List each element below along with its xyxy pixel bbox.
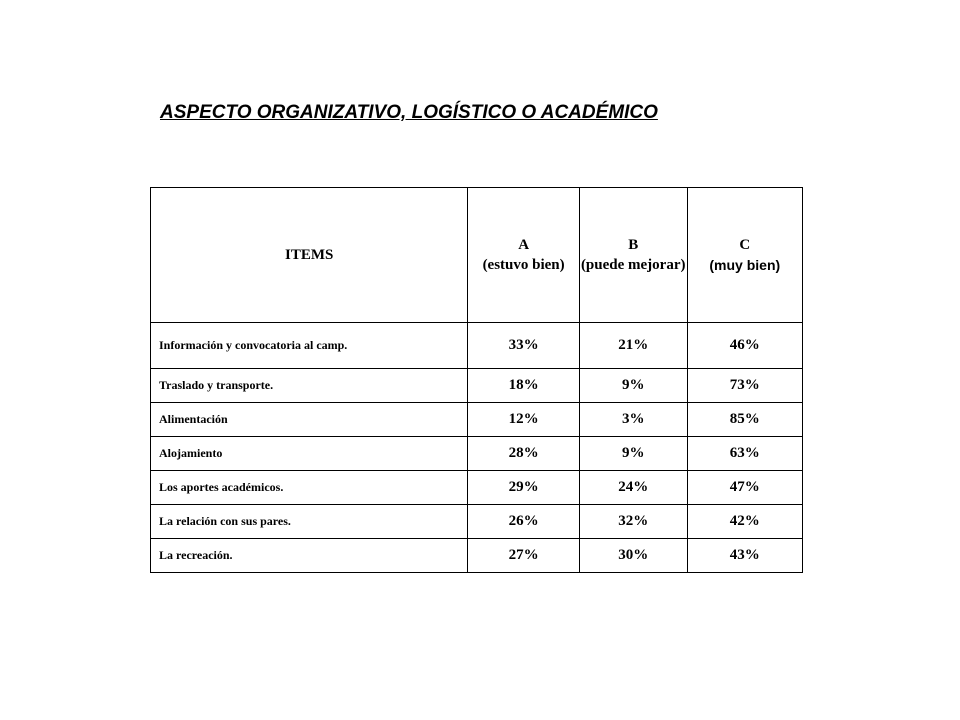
header-c-letter: C bbox=[739, 237, 751, 253]
row-value-c: 47% bbox=[687, 471, 802, 505]
row-value-c: 46% bbox=[687, 323, 802, 369]
row-value-b: 3% bbox=[579, 403, 687, 437]
header-c-desc: (muy bien) bbox=[709, 257, 781, 273]
header-a-desc: (estuvo bien) bbox=[482, 257, 565, 273]
table-row bbox=[151, 437, 803, 471]
table-row bbox=[151, 539, 803, 573]
row-item: Traslado y transporte. bbox=[151, 369, 468, 403]
page-title: ASPECTO ORGANIZATIVO, LOGÍSTICO O ACADÉMICO bbox=[160, 102, 658, 123]
table-row bbox=[151, 471, 803, 505]
table-header-row bbox=[151, 188, 803, 323]
row-value-a: 29% bbox=[468, 471, 580, 505]
header-items: ITEMS bbox=[151, 188, 468, 323]
table-row bbox=[151, 505, 803, 539]
header-b-desc: (puede mejorar) bbox=[580, 257, 686, 273]
table-row bbox=[151, 403, 803, 437]
header-b bbox=[579, 188, 687, 323]
row-item: Los aportes académicos. bbox=[151, 471, 468, 505]
row-value-c: 73% bbox=[687, 369, 802, 403]
header-a bbox=[468, 188, 580, 323]
row-value-a: 26% bbox=[468, 505, 580, 539]
row-value-c: 42% bbox=[687, 505, 802, 539]
row-value-b: 9% bbox=[579, 437, 687, 471]
row-item: Información y convocatoria al camp. bbox=[151, 323, 468, 369]
row-value-b: 24% bbox=[579, 471, 687, 505]
row-value-b: 32% bbox=[579, 505, 687, 539]
header-c bbox=[687, 188, 802, 323]
row-item: La recreación. bbox=[151, 539, 468, 573]
row-value-a: 12% bbox=[468, 403, 580, 437]
row-value-c: 63% bbox=[687, 437, 802, 471]
row-item: La relación con sus pares. bbox=[151, 505, 468, 539]
header-a-letter: A bbox=[518, 237, 530, 253]
header-b-letter: B bbox=[628, 237, 639, 253]
row-value-c: 85% bbox=[687, 403, 802, 437]
row-value-a: 33% bbox=[468, 323, 580, 369]
table-row bbox=[151, 369, 803, 403]
row-item: Alojamiento bbox=[151, 437, 468, 471]
row-item: Alimentación bbox=[151, 403, 468, 437]
row-value-b: 30% bbox=[579, 539, 687, 573]
row-value-c: 43% bbox=[687, 539, 802, 573]
row-value-a: 18% bbox=[468, 369, 580, 403]
survey-table bbox=[150, 187, 803, 573]
row-value-a: 28% bbox=[468, 437, 580, 471]
row-value-a: 27% bbox=[468, 539, 580, 573]
row-value-b: 21% bbox=[579, 323, 687, 369]
table-row bbox=[151, 323, 803, 369]
row-value-b: 9% bbox=[579, 369, 687, 403]
